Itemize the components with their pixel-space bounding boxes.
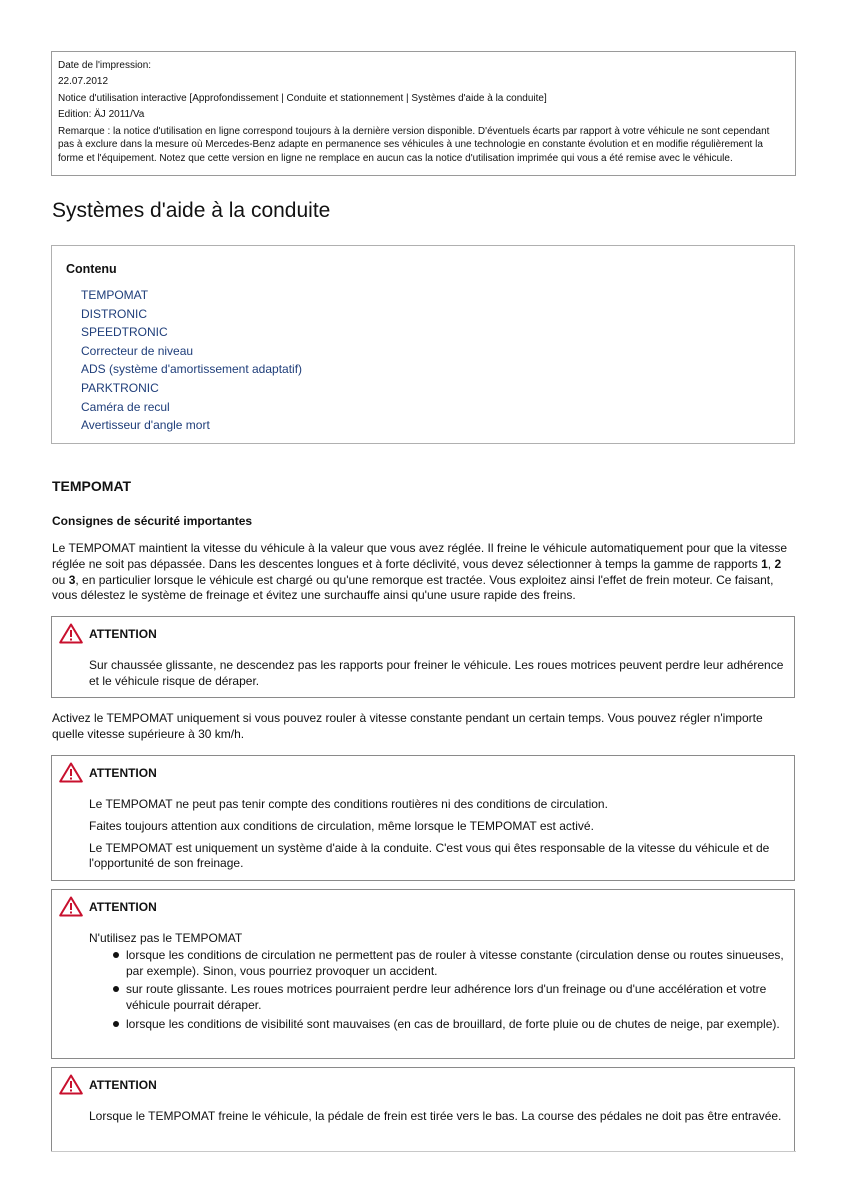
list-item: lorsque les conditions de visibilité sont mauvaises (en cas de brouillard, de forte pluie ou de chutes de neige, par exemple). xyxy=(89,1017,789,1033)
paragraph-2: Activez le TEMPOMAT uniquement si vous pouvez rouler à vitesse constante pendant un certain temps. Vous pouvez régler n'importe quelle vitesse supérieure à 30 km/h. xyxy=(52,711,763,741)
toc-link-parktronic[interactable]: PARKTRONIC xyxy=(81,380,159,395)
intro-text-b: , en particulier lorsque le véhicule est chargé ou qu'une remorque est tractée. Vous exploitez ainsi l'effet de frein moteur. Ce faisant, vous délestez le système de freinage et évitez une surchauffe ainsi qu'une usure rapide des freins. xyxy=(52,572,774,603)
toc-link-correcteur-niveau[interactable]: Correcteur de niveau xyxy=(81,343,194,358)
list-item: lorsque les conditions de circulation ne permettent pas de rouler à vitesse constante (circulation dense ou routes sinueuses, par exemple). Sinon, vous pourriez provoquer un accident. xyxy=(89,948,789,980)
warning-bullet-list xyxy=(89,948,789,1033)
warning-triangle-icon xyxy=(59,896,83,917)
warning-box-2 xyxy=(51,755,795,881)
warning-triangle-icon xyxy=(59,1074,83,1095)
toc-link-tempomat[interactable]: TEMPOMAT xyxy=(81,288,149,302)
warning-text: Sur chaussée glissante, ne descendez pas les rapports pour freiner le véhicule. Les roues motrices peuvent perdre leur adhérence et le véhicule risque de déraper. xyxy=(89,658,784,688)
list-item: sur route glissante. Les roues motrices pourraient perdre leur adhérence lors d'un freinage ou d'une accélération et votre véhicule pourrait déraper. xyxy=(89,982,789,1014)
gear-2: 2 xyxy=(774,556,782,571)
intro-text-a: Le TEMPOMAT maintient la vitesse du véhicule à la valeur que vous avez réglée. Il freine le véhicule automatiquement pour que la vitesse réglée ne soit pas dépassée. Dans les descentes longues et à forte déclivité, vous devez sélectionner à temps la gamme de rapports xyxy=(52,541,788,571)
gear-1: 1 xyxy=(761,556,768,571)
warning-label: ATTENTION xyxy=(89,766,157,780)
toc-link-angle-mort[interactable]: Avertisseur d'angle mort xyxy=(81,418,210,433)
table-of-contents xyxy=(51,245,795,444)
sep-2: ou xyxy=(52,572,69,587)
toc-link-camera-recul[interactable]: Caméra de recul xyxy=(81,399,170,414)
page-title: Systèmes d'aide à la conduite xyxy=(52,199,331,222)
section-title: TEMPOMAT xyxy=(52,478,132,494)
toc-link-distronic[interactable]: DISTRONIC xyxy=(81,306,147,321)
bullet-icon xyxy=(113,986,119,992)
sep-1: , xyxy=(767,556,775,571)
warning-label: ATTENTION xyxy=(89,627,157,641)
warning-box-4 xyxy=(51,1067,795,1151)
print-date: 22.07.2012 xyxy=(58,76,109,88)
document-path: Notice d'utilisation interactive [Approfondissement | Conduite et stationnement | Systèmes d'aide à la conduite] xyxy=(58,92,547,104)
warning-text: Lorsque le TEMPOMAT freine le véhicule, la pédale de frein est tirée vers le bas. La course des pédales ne doit pas être entravée. xyxy=(89,1109,782,1123)
gear-3: 3 xyxy=(68,572,76,587)
warning-text: Faites toujours attention aux conditions de circulation, même lorsque le TEMPOMAT est activé. xyxy=(89,818,594,833)
edition: Edition: ÄJ 2011/Va xyxy=(58,109,145,121)
warning-box-1 xyxy=(51,616,795,698)
warning-body xyxy=(89,931,789,1036)
toc-title: Contenu xyxy=(66,262,117,276)
warning-label: ATTENTION xyxy=(89,1078,157,1092)
toc-link-speedtronic[interactable]: SPEEDTRONIC xyxy=(81,325,168,340)
print-info-box xyxy=(51,51,796,176)
warning-text: Le TEMPOMAT ne peut pas tenir compte des conditions routières ni des conditions de circulation. xyxy=(89,797,608,811)
warning-text: Le TEMPOMAT est uniquement un système d'aide à la conduite. C'est vous qui êtes responsable de la vitesse du véhicule et de l'opportunité de son freinage. xyxy=(89,840,770,871)
warning-box-3 xyxy=(51,889,795,1059)
warning-body xyxy=(89,797,789,878)
toc-link-ads[interactable]: ADS (système d'amortissement adaptatif) xyxy=(81,362,303,377)
bullet-icon xyxy=(113,952,119,958)
toc-list xyxy=(81,286,302,435)
print-date-label: Date de l'impression: xyxy=(58,60,152,71)
warning-lead: N'utilisez pas le TEMPOMAT xyxy=(89,931,243,945)
intro-paragraph xyxy=(52,541,797,604)
bullet-icon xyxy=(113,1021,119,1027)
warning-label: ATTENTION xyxy=(89,900,157,914)
warning-triangle-icon xyxy=(59,623,83,644)
section-subtitle: Consignes de sécurité importantes xyxy=(52,514,253,528)
remark: Remarque : la notice d'utilisation en ligne correspond toujours à la dernière version disponible. D'éventuels écarts par rapport à votre véhicule ne sont cependant pas à exclure dans la mesure où Mercedes-Benz adapte en permanence ses véhicules à une technologie en constante évolution et en modifie régulièrement la forme et l'équipement. Notez que cette version en ligne ne remplace en aucun cas la notice d'utilisation imprimée qui vous a été remise avec le véhicule. xyxy=(58,125,770,165)
warning-body xyxy=(89,658,789,696)
page-bottom-rule xyxy=(51,1151,796,1152)
warning-triangle-icon xyxy=(59,762,83,783)
warning-body xyxy=(89,1109,789,1131)
